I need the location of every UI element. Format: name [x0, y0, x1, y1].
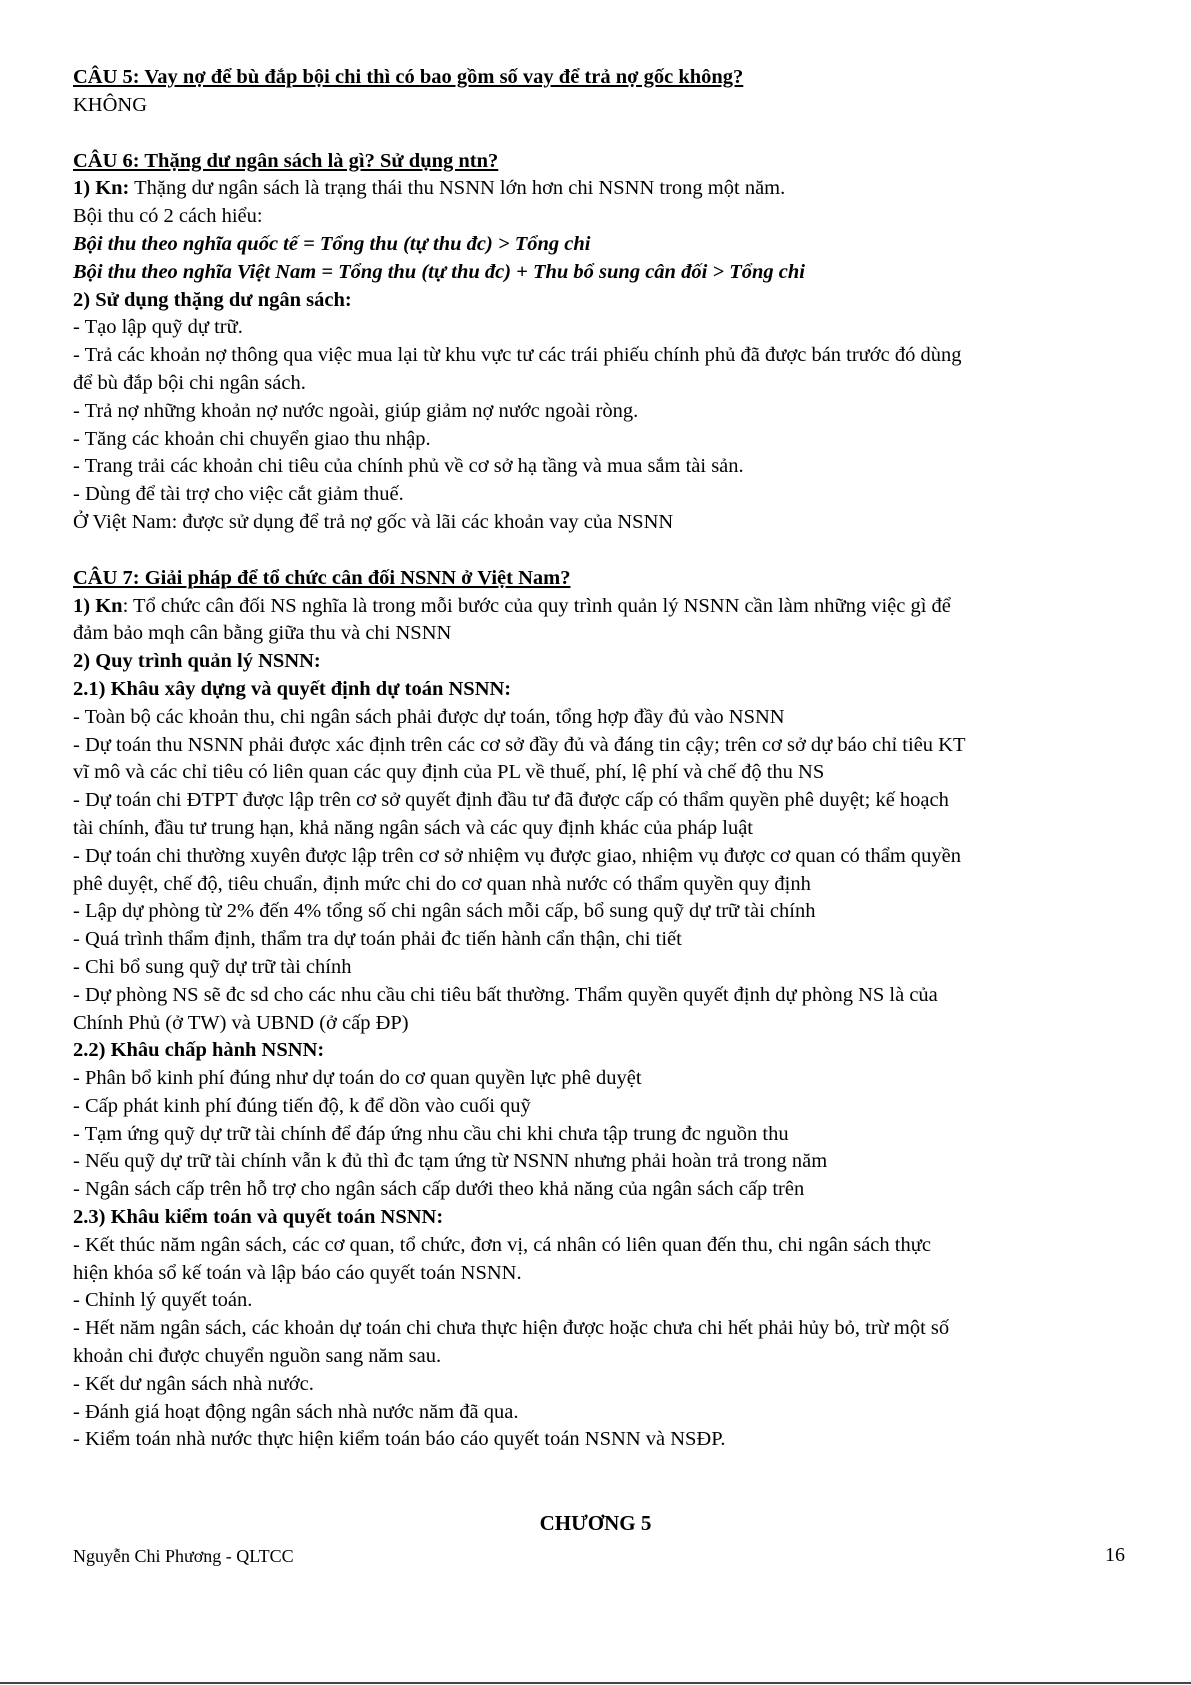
question-6-definition — [73, 175, 1133, 203]
question-6-heading: CÂU 6: Thặng dư ngân sách là gì? Sử dụng ntn? — [73, 149, 499, 172]
usage-line: Ở Việt Nam: được sử dụng để trả nợ gốc và lãi các khoản vay của NSNN — [73, 510, 674, 533]
section-2-1-line: - Lập dự phòng từ 2% đến 4% tổng số chi ngân sách mỗi cấp, bổ sung quỹ dự trữ tài chính — [73, 900, 816, 923]
document-body — [73, 64, 1133, 1454]
section-2-1-line: - Dự toán chi thường xuyên được lập trên cơ sở nhiệm vụ được giao, nhiệm vụ được cơ quan có thẩm quyền — [73, 844, 962, 867]
section-2-3-heading: 2.3) Khâu kiểm toán và quyết toán NSNN: — [73, 1206, 444, 1229]
section-2-1-line: vĩ mô và các chỉ tiêu có liên quan các quy định của PL về thuế, phí, lệ phí và chế độ thu NS — [73, 761, 825, 784]
section-2-2-line: - Phân bổ kinh phí đúng như dự toán do cơ quan quyền lực phê duyệt — [73, 1067, 642, 1090]
footer-author: Nguyễn Chi Phương - QLTCC — [73, 1546, 294, 1566]
section-2-1-line: - Dự phòng NS sẽ đc sd cho các nhu cầu chi tiêu bất thường. Thẩm quyền quyết định dự phòng NS là của — [73, 983, 938, 1006]
section-2-1-heading: 2.1) Khâu xây dựng và quyết định dự toán NSNN: — [73, 677, 512, 700]
section-2-3-line: - Đánh giá hoạt động ngân sách nhà nước năm đã qua. — [73, 1400, 519, 1423]
question-5-heading: CÂU 5: Vay nợ để bù đắp bội chi thì có bao gồm số vay để trả nợ gốc không? — [73, 66, 744, 88]
section-2-1-line: - Dự toán chi ĐTPT được lập trên cơ sở quyết định đầu tư đã được cấp có thẩm quyền phê duyệt; kế hoạch — [73, 789, 949, 812]
section-2-3-line: khoản chi được chuyển nguồn sang năm sau. — [73, 1345, 442, 1368]
definition-text: Thặng dư ngân sách là trạng thái thu NSNN lớn hơn chi NSNN trong một năm. — [129, 177, 786, 200]
page-number: 16 — [1105, 1544, 1125, 1566]
section-2-1-line: - Toàn bộ các khoản thu, chi ngân sách phải được dự toán, tổng hợp đầy đủ vào NSNN — [73, 705, 785, 728]
section-2-3-line: - Kiểm toán nhà nước thực hiện kiểm toán báo cáo quyết toán NSNN và NSĐP. — [73, 1428, 726, 1451]
usage-line: - Trả nợ những khoản nợ nước ngoài, giúp giảm nợ nước ngoài ròng. — [73, 399, 639, 422]
process-heading: 2) Quy trình quản lý NSNN: — [73, 650, 321, 673]
section-2-1-line: phê duyệt, chế độ, tiêu chuẩn, định mức chi do cơ quan nhà nước có thẩm quyền quy định — [73, 872, 811, 895]
definition-text: : Tổ chức cân đối NS nghĩa là trong mỗi bước của quy trình quản lý NSNN cần làm những việc gì để — [122, 594, 951, 617]
usage-line: - Dùng để tài trợ cho việc cắt giảm thuế. — [73, 483, 404, 506]
section-2-2-heading: 2.2) Khâu chấp hành NSNN: — [73, 1039, 325, 1062]
usage-line: - Tăng các khoản chi chuyển giao thu nhập. — [73, 427, 431, 450]
section-2-3-line: - Kết thúc năm ngân sách, các cơ quan, tổ chức, đơn vị, cá nhân có liên quan đến thu, chi ngân sách thực — [73, 1233, 931, 1256]
question-7-definition-cont: đảm bảo mqh cân bằng giữa thu và chi NSNN — [73, 622, 452, 645]
formula-vietnam: Bội thu theo nghĩa Việt Nam = Tổng thu (tự thu đc) + Thu bổ sung cân đối > Tổng chi — [73, 260, 805, 283]
section-2-2-line: - Nếu quỹ dự trữ tài chính vẫn k đủ thì đc tạm ứng từ NSNN nhưng phải hoàn trả trong năm — [73, 1150, 828, 1173]
section-2-2-line: - Cấp phát kinh phí đúng tiến độ, k để dồn vào cuối quỹ — [73, 1094, 531, 1117]
section-2-3-line: - Hết năm ngân sách, các khoản dự toán chi chưa thực hiện được hoặc chưa chi hết phải hủy bỏ, trừ một số — [73, 1317, 950, 1340]
section-2-3-line: - Kết dư ngân sách nhà nước. — [73, 1372, 314, 1395]
question-7-heading: CÂU 7: Giải pháp để tổ chức cân đối NSNN ở Việt Nam? — [73, 566, 571, 589]
question-5-answer: KHÔNG — [73, 93, 148, 116]
question-7-definition — [73, 593, 1133, 621]
section-2-1-line: tài chính, đầu tư trung hạn, khả năng ngân sách và các quy định khác của pháp luật — [73, 816, 753, 839]
section-2-2-line: - Ngân sách cấp trên hỗ trợ cho ngân sách cấp dưới theo khả năng của ngân sách cấp trên — [73, 1178, 805, 1201]
spacer — [73, 120, 1133, 148]
section-2-1-line: Chính Phủ (ở TW) và UBND (ở cấp ĐP) — [73, 1011, 409, 1034]
section-2-1-line: - Quá trình thẩm định, thẩm tra dự toán phải đc tiến hành cẩn thận, chi tiết — [73, 928, 682, 951]
usage-line: - Trả các khoản nợ thông qua việc mua lại từ khu vực tư các trái phiếu chính phủ đã được bán trước đó dùng — [73, 344, 962, 367]
section-2-3-line: - Chỉnh lý quyết toán. — [73, 1289, 253, 1312]
definition-label: 1) Kn: — [73, 177, 130, 200]
usage-line: - Trang trải các khoản chi tiêu của chính phủ về cơ sở hạ tầng và mua sắm tài sản. — [73, 455, 744, 478]
formula-international: Bội thu theo nghĩa quốc tế = Tổng thu (tự thu đc) > Tổng chi — [73, 232, 591, 255]
spacer — [73, 537, 1133, 565]
usage-heading: 2) Sử dụng thặng dư ngân sách: — [73, 288, 352, 311]
section-2-3-line: hiện khóa sổ kế toán và lập báo cáo quyết toán NSNN. — [73, 1261, 522, 1284]
section-2-1-line: - Chi bổ sung quỹ dự trữ tài chính — [73, 955, 352, 978]
usage-line: - Tạo lập quỹ dự trữ. — [73, 316, 243, 339]
usage-line: để bù đắp bội chi ngân sách. — [73, 371, 306, 394]
section-2-2-line: - Tạm ứng quỹ dự trữ tài chính để đáp ứng nhu cầu chi khi chưa tập trung đc nguồn thu — [73, 1122, 789, 1145]
page-bottom-divider — [0, 1682, 1191, 1684]
chapter-title: CHƯƠNG 5 — [539, 1511, 652, 1535]
section-2-1-line: - Dự toán thu NSNN phải được xác định trên các cơ sở đầy đủ và đáng tin cậy; trên cơ sở dự báo chỉ tiêu KT — [73, 733, 966, 756]
definition-label: 1) Kn — [73, 594, 123, 617]
question-6-ways-line: Bội thu có 2 cách hiểu: — [73, 205, 263, 228]
